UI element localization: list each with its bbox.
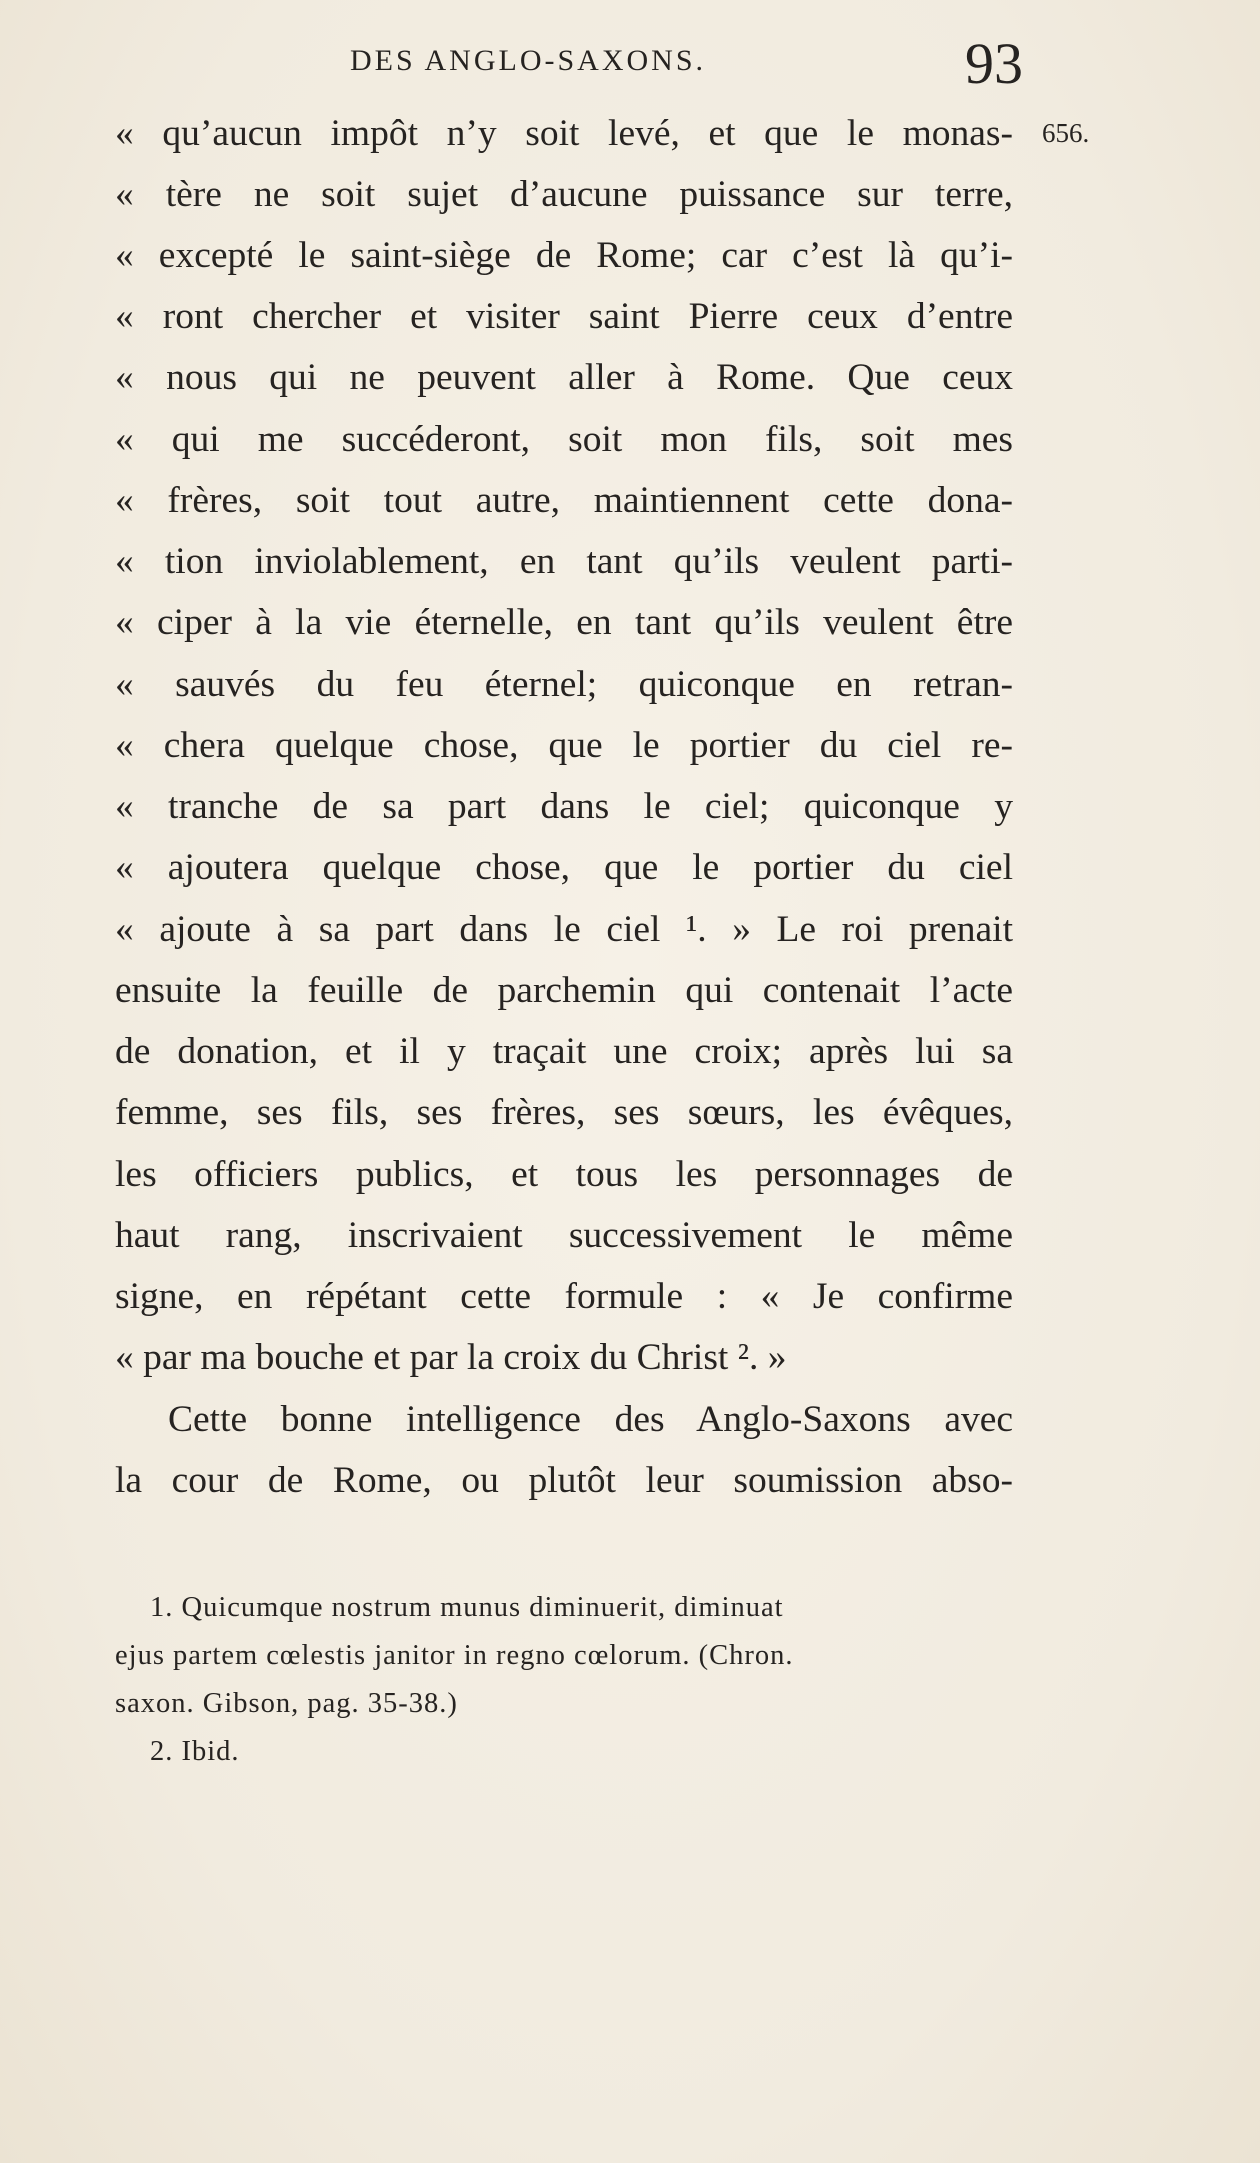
page-number: 93 [965,31,1023,96]
body-line: « qu’aucun impôt n’y soit levé, et que le monas- [115,113,1013,154]
body-line: « par ma bouche et par la croix du Christ ². » [115,1337,787,1378]
footnote-line: 1. Quicumque nostrum munus diminuerit, diminuat [150,1592,784,1623]
body-line: « ront chercher et visiter saint Pierre ceux d’entre [115,296,1013,337]
footnote-line: 2. Ibid. [150,1736,240,1767]
running-head: DES ANGLO-SAXONS. [350,44,707,77]
margin-date: 656. [1042,118,1090,148]
body-line: « excepté le saint-siège de Rome; car c’est là qu’i- [115,235,1013,276]
body-line: « qui me succéderont, soit mon fils, soit mes [115,419,1013,460]
body-line: les officiers publics, et tous les personnages de [115,1154,1013,1195]
body-line: « nous qui ne peuvent aller à Rome. Que ceux [115,357,1013,398]
body-line: haut rang, inscrivaient successivement le même [115,1215,1013,1256]
body-line: « sauvés du feu éternel; quiconque en retran- [115,664,1013,705]
body-line: ensuite la feuille de parchemin qui contenait l’acte [115,970,1013,1011]
body-line: Cette bonne intelligence des Anglo-Saxons avec [168,1399,1013,1440]
body-line: la cour de Rome, ou plutôt leur soumission abso- [115,1460,1013,1501]
body-line: « ciper à la vie éternelle, en tant qu’ils veulent être [115,602,1013,643]
footnote-line: ejus partem cœlestis janitor in regno cœlorum. (Chron. [115,1640,794,1671]
body-line: de donation, et il y traçait une croix; après lui sa [115,1031,1013,1072]
body-line: « ajoute à sa part dans le ciel ¹. » Le roi prenait [115,909,1013,950]
body-line: femme, ses fils, ses frères, ses sœurs, les évêques, [115,1092,1013,1133]
body-line: « ajoutera quelque chose, que le portier du ciel [115,847,1013,888]
body-line: « frères, soit tout autre, maintiennent cette dona- [115,480,1013,521]
body-line: « tère ne soit sujet d’aucune puissance sur terre, [115,174,1013,215]
body-line: « tion inviolablement, en tant qu’ils veulent parti- [115,541,1013,582]
body-line: signe, en répétant cette formule : « Je confirme [115,1276,1013,1317]
footnote-line: saxon. Gibson, pag. 35-38.) [115,1688,458,1719]
body-line: « tranche de sa part dans le ciel; quiconque y [115,786,1013,827]
body-line: « chera quelque chose, que le portier du ciel re- [115,725,1013,766]
